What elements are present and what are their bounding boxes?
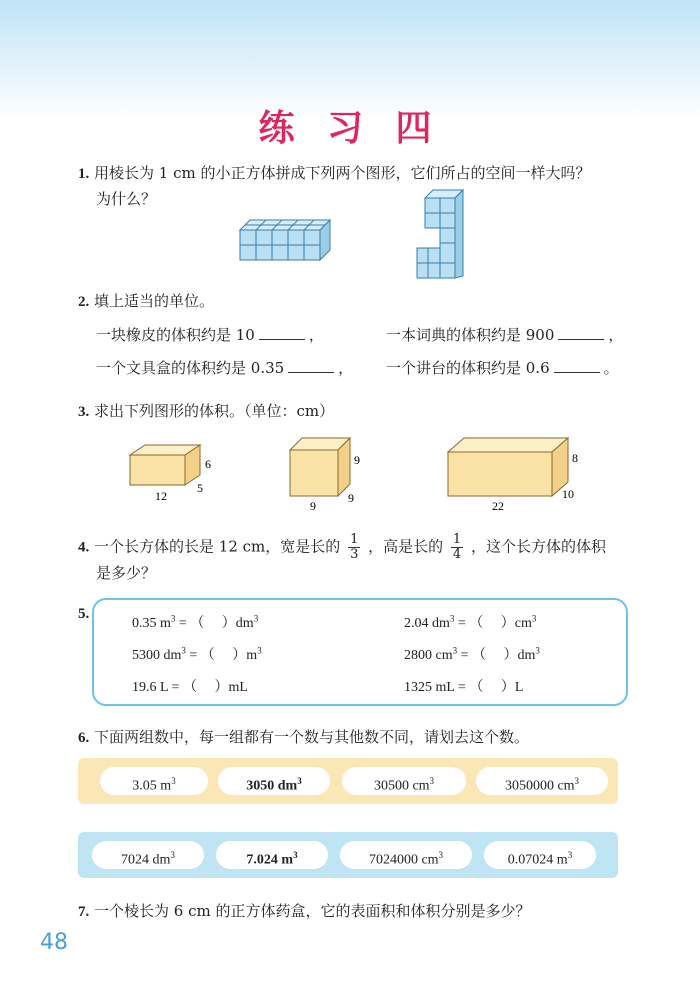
number-group-1 xyxy=(78,758,618,804)
question-4-line2: 是多少？ xyxy=(96,564,157,582)
dim-width: 10 xyxy=(562,487,574,501)
exponent: 3 xyxy=(171,776,176,786)
cube-figure-2 xyxy=(280,432,375,512)
exponent: 3 xyxy=(293,850,298,860)
exponent: 3 xyxy=(429,776,435,786)
fraction-numerator: 1 xyxy=(452,532,462,547)
unit-blank-1 xyxy=(96,322,324,348)
exponent: 3 xyxy=(452,645,458,656)
dim-height: 6 xyxy=(205,457,211,471)
separator: ， xyxy=(338,359,354,377)
number-option[interactable] xyxy=(340,841,472,869)
value: 2.04 dm xyxy=(404,616,450,631)
value: 1325 mL xyxy=(404,680,455,695)
question-text: 下面两组数中，每一组都有一个数与其他数不同，请划去这个数。 xyxy=(94,728,530,746)
equals-blank[interactable]: = （ ） xyxy=(168,680,229,695)
page-title: 练 习 四 xyxy=(258,108,442,149)
answer-blank[interactable] xyxy=(554,358,600,373)
dim-width: 9 xyxy=(348,491,354,505)
question-5-number xyxy=(78,600,89,627)
question-number: 2. xyxy=(78,294,90,310)
question-text: 填上适当的单位。 xyxy=(94,292,215,310)
equals-blank[interactable]: = （ ） xyxy=(454,616,515,631)
blank-prompt: 一本词典的体积约是 900 xyxy=(386,326,555,344)
equals-blank[interactable]: = （ ） xyxy=(457,648,518,663)
conversion-box xyxy=(92,598,628,706)
conversion-item xyxy=(404,644,540,664)
unit-blank-4 xyxy=(386,355,619,381)
exponent: 3 xyxy=(531,613,537,624)
conversion-item xyxy=(404,612,536,632)
value: 3050000 cm xyxy=(504,778,575,794)
value: 2800 cm xyxy=(404,648,453,663)
number-option[interactable] xyxy=(484,841,596,869)
exponent: 3 xyxy=(297,776,302,786)
question-3 xyxy=(78,398,334,425)
dim-length: 22 xyxy=(492,499,504,512)
conversion-item xyxy=(132,612,258,632)
value: 30500 cm xyxy=(373,778,430,794)
number-option[interactable] xyxy=(100,767,208,795)
question-1 xyxy=(78,160,591,187)
number-option[interactable] xyxy=(218,767,330,795)
blank-prompt: 一块橡皮的体积约是 10 xyxy=(96,326,255,344)
cuboid-figure-3 xyxy=(440,432,590,512)
fraction-denominator: 3 xyxy=(350,547,359,562)
blank-prompt: 一个文具盒的体积约是 0.35 xyxy=(96,359,285,377)
number-option[interactable] xyxy=(216,841,328,869)
dim-width: 5 xyxy=(197,481,203,495)
unit: cm xyxy=(514,616,532,631)
question-7 xyxy=(78,898,531,925)
question-number: 7. xyxy=(78,904,90,920)
value: 0.35 m xyxy=(132,616,171,631)
question-number: 3. xyxy=(78,404,90,420)
value: 19.6 L xyxy=(132,680,169,695)
conversion-item xyxy=(132,676,248,696)
question-4 xyxy=(78,533,606,562)
unit: mL xyxy=(228,680,248,695)
value: 3050 dm xyxy=(246,778,298,794)
value: 3.05 m xyxy=(132,778,172,794)
unit-blank-2 xyxy=(386,322,623,348)
question-text: ，这个长方体的体积 xyxy=(470,537,606,556)
question-text: ，高是长的 xyxy=(368,537,444,556)
question-1-line2: 为什么？ xyxy=(96,190,157,208)
unit-blank-3 xyxy=(96,355,353,381)
value: 7.024 m xyxy=(246,852,294,868)
exponent: 3 xyxy=(567,850,573,860)
exponent: 3 xyxy=(170,613,176,624)
exponent: 3 xyxy=(535,645,540,656)
equals-blank[interactable]: = （ ） xyxy=(185,648,247,663)
question-text: 一个棱长为 6 cm 的正方体药盒，它的表面积和体积分别是多少？ xyxy=(94,902,531,920)
blank-prompt: 一个讲台的体积约是 0.6 xyxy=(386,359,550,377)
unit: dm xyxy=(517,648,536,663)
value: 0.07024 m xyxy=(507,852,568,868)
question-number: 5. xyxy=(78,606,90,622)
dim-height: 8 xyxy=(572,451,578,465)
number-group-2 xyxy=(78,832,618,878)
question-number: 1. xyxy=(78,166,90,182)
number-option[interactable] xyxy=(92,841,204,869)
dim-length: 12 xyxy=(155,489,167,503)
exponent: 3 xyxy=(438,850,444,860)
separator: ， xyxy=(308,326,324,344)
dim-length: 9 xyxy=(310,499,316,512)
question-text: 用棱长为 1 cm 的小正方体拼成下列两个图形，它们所占的空间一样大吗？ xyxy=(94,164,591,182)
exponent: 3 xyxy=(253,613,259,624)
cube-slab-figure xyxy=(230,210,340,270)
equals-blank[interactable]: = （ ） xyxy=(175,616,236,631)
fraction-one-quarter xyxy=(451,533,463,562)
value: 7024000 cm xyxy=(368,852,439,868)
exponent: 3 xyxy=(181,645,186,656)
question-number: 6. xyxy=(78,730,90,746)
answer-blank[interactable] xyxy=(288,358,334,373)
value: 7024 dm xyxy=(121,852,171,868)
question-6 xyxy=(78,724,529,751)
fraction-one-third xyxy=(348,533,360,562)
separator: 。 xyxy=(603,359,619,377)
value: 5300 dm xyxy=(132,648,182,663)
exponent: 3 xyxy=(170,850,175,860)
unit: dm xyxy=(235,616,254,631)
exponent: 3 xyxy=(449,613,455,624)
number-option[interactable] xyxy=(476,767,608,795)
conversion-item xyxy=(132,644,262,664)
question-number: 4. xyxy=(78,539,90,556)
question-2 xyxy=(78,288,214,315)
separator: ， xyxy=(608,326,624,344)
exponent: 3 xyxy=(257,645,262,656)
equals-blank[interactable]: = （ ） xyxy=(454,680,515,695)
page-number: 48 xyxy=(40,930,68,955)
dim-height: 9 xyxy=(354,453,360,467)
cube-tower-figure xyxy=(405,188,475,283)
conversion-item xyxy=(404,676,523,696)
question-text: 一个长方体的长是 12 cm，宽是长的 xyxy=(94,537,341,556)
answer-blank[interactable] xyxy=(558,325,604,340)
question-text: 求出下列图形的体积。（单位：cm） xyxy=(94,402,335,420)
exponent: 3 xyxy=(574,776,580,786)
number-option[interactable] xyxy=(342,767,466,795)
unit: L xyxy=(514,680,524,695)
fraction-numerator: 1 xyxy=(350,532,359,547)
fraction-denominator: 4 xyxy=(452,547,462,562)
answer-blank[interactable] xyxy=(259,325,305,340)
cuboid-figure-1 xyxy=(115,440,225,510)
unit: m xyxy=(246,648,258,663)
